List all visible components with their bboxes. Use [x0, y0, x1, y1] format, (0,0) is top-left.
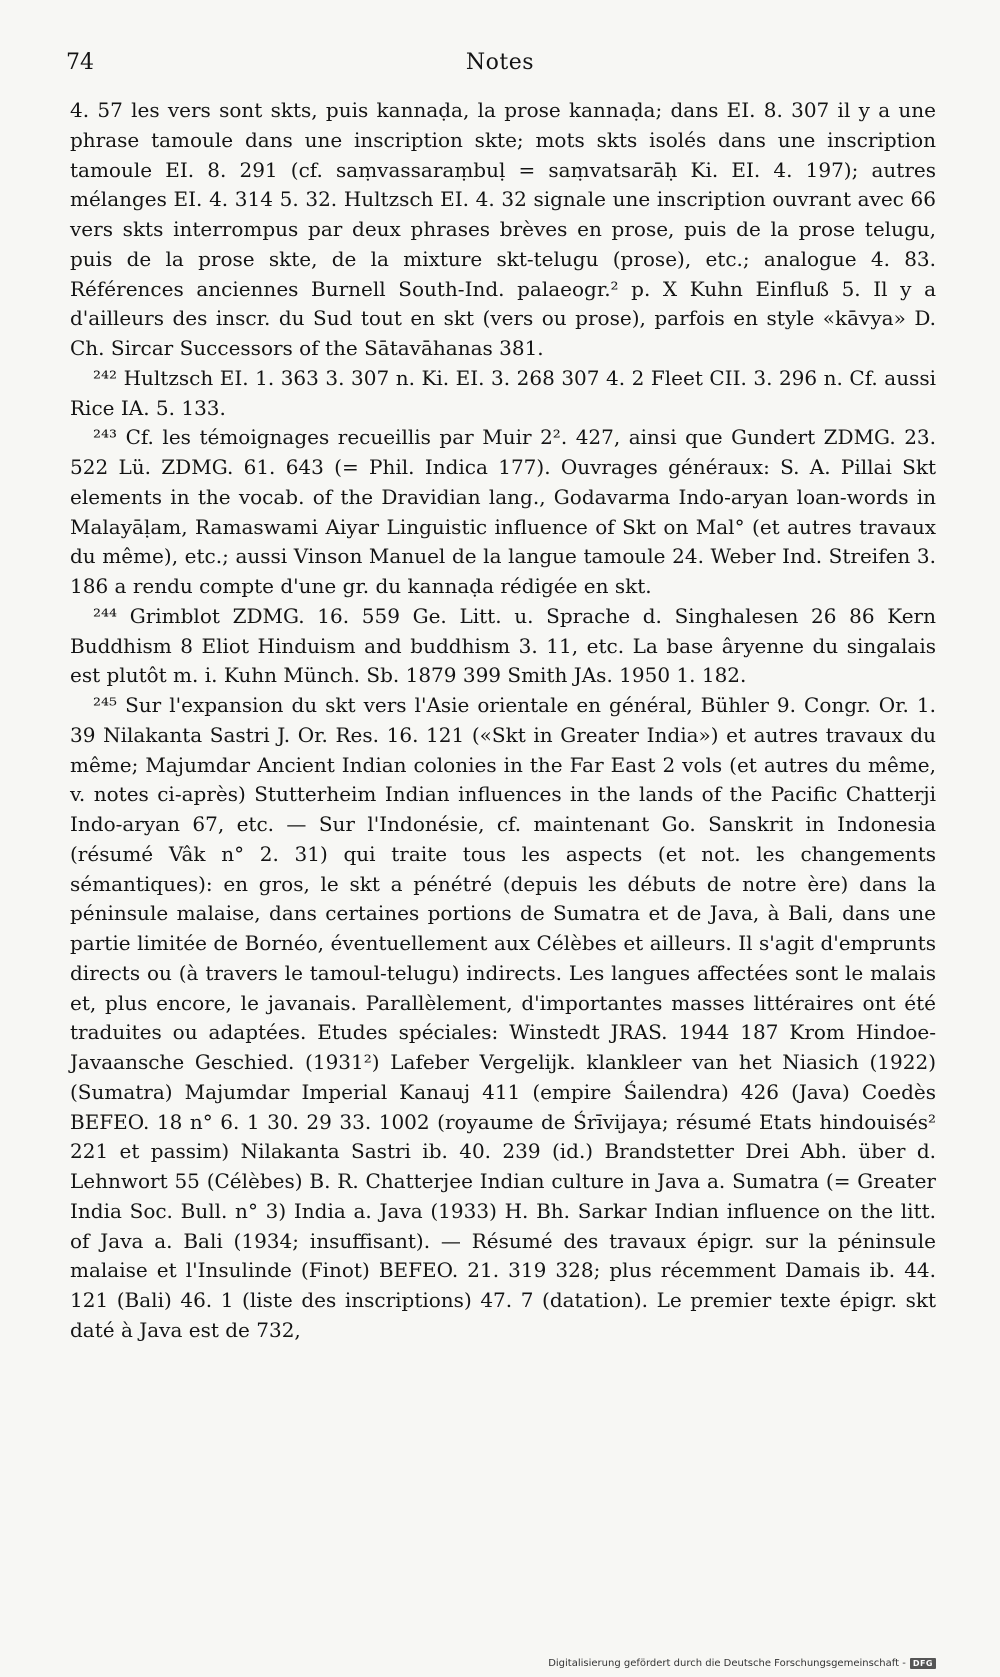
note-245: ²⁴⁵ Sur l'expansion du skt vers l'Asie orientale en général, Bühler 9. Congr. Or. 1. 39 Nilakanta Sastri J. Or. Res. 16. 121 («Skt in Greater India») et autres travaux du même; Majumdar Ancient Indian colonies in the Far East 2 vols (et autres du même, v. notes ci-après) Stutterheim Indian influences in the lands of the Pacific Chatterji Indo-aryan 67, etc. — Sur l'Indonésie, cf. maintenant Go. Sanskrit in Indonesia (résumé Vâk n° 2. 31) qui traite tous les aspects (et not. les changements sémantiques): en gros, le skt a pénétré (depuis les débuts de notre ère) dans la péninsule malaise, dans certaines portions de Sumatra et de Java, à Bali, dans une partie limitée de Bornéo, éventuellement aux Célèbes et ailleurs. Il s'agit d'emprunts directs ou (à travers le tamoul-telugu) indirects. Les langues affectées sont le malais et, plus encore, le javanais. Parallèlement, d'importantes masses littéraires ont été traduites ou adaptées. Etudes spéciales: Winstedt JRAS. 1944 187 Krom Hindoe-Javaansche Geschied. (1931²) Lafeber Vergelijk. klankleer van het Niasich (1922) (Sumatra) Majumdar Imperial Kanauj 411 (empire Śailendra) 426 (Java) Coedès BEFEO. 18 n° 6. 1 30. 29 33. 1002 (royaume de Śrīvijaya; résumé Etats hindouisés² 221 et passim) Nilakanta Sastri ib. 40. 239 (id.) Brandstetter Drei Abh. über d. Lehnwort 55 (Célèbes) B. R. Chatterjee Indian culture in Java a. Sumatra (= Greater India Soc. Bull. n° 3) India a. Java (1933) H. Bh. Sarkar Indian influence on the litt. of Java a. Bali (1934; insuffisant). — Résumé des travaux épigr. sur la péninsule malaise et l'Insulinde (Finot) BEFEO. 21. 319 328; plus récemment Damais ib. 44. 121 (Bali) 46. 1 (liste des inscriptions) 47. 7 (datation). Le premier texte épigr. skt daté à Java est de 732,	[70, 693, 936, 1342]
page-number: 74	[66, 50, 94, 75]
digitization-footer	[548, 1658, 936, 1669]
note-paragraph-continuation: 4. 57 les vers sont skts, puis kannaḍa, la prose kannaḍa; dans EI. 8. 307 il y a une phrase tamoule dans une inscription skte; mots skts isolés dans une inscription tamoule EI. 8. 291 (cf. saṃvassaraṃbuḷ = saṃvatsarāḥ Ki. EI. 4. 197); autres mélanges EI. 4. 314 5. 32. Hultzsch EI. 4. 32 signale une inscription ouvrant avec 66 vers skts interrompus par deux phrases brèves en prose, puis de la prose telugu, puis de la prose skte, de la mixture skt-telugu (prose), etc.; analogue 4. 83. Références anciennes Burnell South-Ind. palaeogr.² p. X Kuhn Einfluß 5. Il y a d'ailleurs des inscr. du Sud tout en skt (vers ou prose), parfois en style «kāvya» D. Ch. Sircar Successors of the Sātavāhanas 381.	[70, 98, 936, 360]
running-title: Notes	[465, 50, 535, 75]
notes-body	[70, 96, 936, 1346]
dfg-logo: DFG	[910, 1658, 936, 1669]
note-244: ²⁴⁴ Grimblot ZDMG. 16. 559 Ge. Litt. u. Sprache d. Singhalesen 26 86 Kern Buddhism 8 Eliot Hinduism and buddhism 3. 11, etc. La base âryenne du singalais est plutôt m. i. Kuhn Münch. Sb. 1879 399 Smith JAs. 1950 1. 182.	[70, 603, 936, 688]
note-242: ²⁴² Hultzsch EI. 1. 363 3. 307 n. Ki. EI. 3. 268 307 4. 2 Fleet CII. 3. 296 n. Cf. aussi Rice IA. 5. 133.	[70, 365, 936, 420]
footer-credit: Digitalisierung gefördert durch die Deutsche Forschungsgemeinschaft -	[548, 1658, 906, 1669]
note-243: ²⁴³ Cf. les témoignages recueillis par Muir 2². 427, ainsi que Gundert ZDMG. 23. 522 Lü. ZDMG. 61. 643 (= Phil. Indica 177). Ouvrages généraux: S. A. Pillai Skt elements in the vocab. of the Dravidian lang., Godavarma Indo-aryan loan-words in Malayāḷam, Ramaswami Aiyar Linguistic influence of Skt on Mal° (et autres travaux du même), etc.; aussi Vinson Manuel de la langue tamoule 24. Weber Ind. Streifen 3. 186 a rendu compte d'une gr. du kannaḍa rédigée en skt.	[70, 425, 936, 598]
